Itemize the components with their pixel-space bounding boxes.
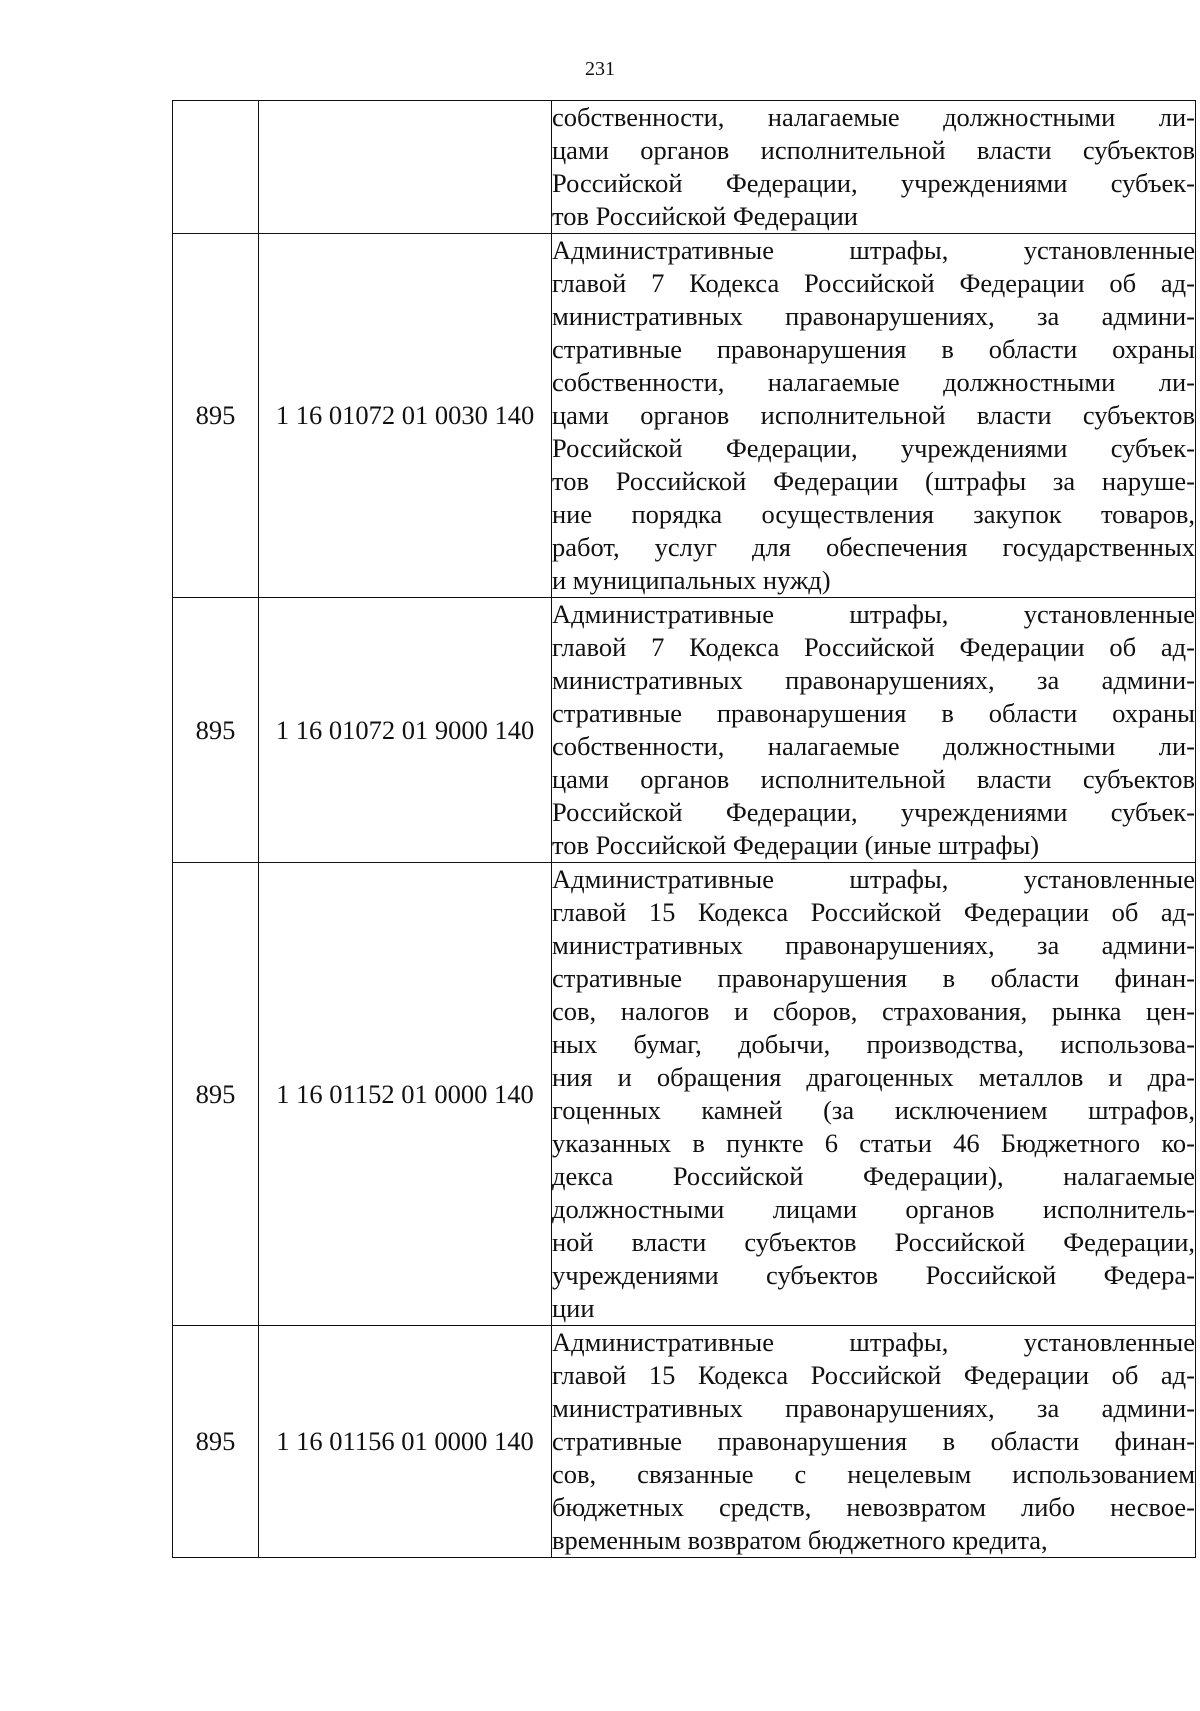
admin-code-cell: 895	[173, 1326, 259, 1558]
description-line: ния и обращения драгоценных металлов и дра-	[552, 1062, 1195, 1092]
budget-classification-table	[172, 100, 1196, 1558]
table-row	[173, 101, 1196, 234]
description-line: цами органов исполнительной власти субъектов	[552, 764, 1195, 794]
description-line: Административные штрафы, установленные	[552, 864, 1195, 894]
description-line: министративных правонарушениях, за админи-	[552, 665, 1195, 695]
table-row	[173, 234, 1196, 598]
description-cell	[552, 101, 1196, 234]
description-line: сов, связанные с нецелевым использованием	[552, 1459, 1195, 1489]
description-line: временным возвратом бюджетного кредита,	[552, 1525, 1048, 1555]
description-line: гоценных камней (за исключением штрафов,	[552, 1095, 1195, 1125]
description-line: должностными лицами органов исполнитель-	[552, 1194, 1195, 1224]
page-number: 231	[585, 58, 615, 80]
description-line: Российской Федерации, учреждениями субъек-	[552, 433, 1195, 463]
description-line: указанных в пункте 6 статьи 46 Бюджетного ко-	[552, 1128, 1195, 1158]
description-line: ние порядка осуществления закупок товаров,	[552, 499, 1195, 529]
description-line: Российской Федерации, учреждениями субъек-	[552, 168, 1195, 198]
description-cell	[552, 234, 1196, 598]
description-line: Административные штрафы, установленные	[552, 235, 1195, 265]
description-line: главой 15 Кодекса Российской Федерации об ад-	[552, 1360, 1195, 1390]
description-line: собственности, налагаемые должностными ли-	[552, 367, 1195, 397]
description-line: стративные правонарушения в области охраны	[552, 698, 1195, 728]
description-cell	[552, 863, 1196, 1326]
budget-code-cell: 1 16 01152 01 0000 140	[259, 863, 552, 1326]
description-line: главой 7 Кодекса Российской Федерации об ад-	[552, 632, 1195, 662]
description-line: ной власти субъектов Российской Федерации,	[552, 1227, 1195, 1257]
description-line: тов Российской Федерации (иные штрафы)	[552, 830, 1040, 860]
table-row	[173, 863, 1196, 1326]
description-line: работ, услуг для обеспечения государственных	[552, 532, 1195, 562]
description-line: декса Российской Федерации), налагаемые	[552, 1161, 1195, 1191]
description-line: тов Российской Федерации	[552, 201, 858, 231]
description-line: цами органов исполнительной власти субъектов	[552, 135, 1195, 165]
budget-code-cell: 1 16 01072 01 0030 140	[259, 234, 552, 598]
description-line: учреждениями субъектов Российской Федера-	[552, 1260, 1195, 1290]
description-line: Административные штрафы, установленные	[552, 599, 1195, 629]
description-line: министративных правонарушениях, за админи-	[552, 930, 1195, 960]
description-line: собственности, налагаемые должностными ли-	[552, 731, 1195, 761]
description-line: собственности, налагаемые должностными ли-	[552, 102, 1195, 132]
budget-code-cell: 1 16 01072 01 9000 140	[259, 598, 552, 863]
description-line: министративных правонарушениях, за админи-	[552, 301, 1195, 331]
description-line: стративные правонарушения в области охраны	[552, 334, 1195, 364]
description-line: министративных правонарушениях, за админи-	[552, 1393, 1195, 1423]
table-row	[173, 598, 1196, 863]
table-body	[173, 101, 1196, 1558]
description-cell	[552, 1326, 1196, 1558]
description-line: и муниципальных нужд)	[552, 565, 831, 595]
description-line: Российской Федерации, учреждениями субъек-	[552, 797, 1195, 827]
description-line: стративные правонарушения в области финан-	[552, 1426, 1195, 1456]
description-line: главой 15 Кодекса Российской Федерации об ад-	[552, 897, 1195, 927]
admin-code-cell: 895	[173, 863, 259, 1326]
description-line: сов, налогов и сборов, страхования, рынка цен-	[552, 996, 1195, 1026]
description-line: цами органов исполнительной власти субъектов	[552, 400, 1195, 430]
budget-code-cell	[259, 101, 552, 234]
description-line: тов Российской Федерации (штрафы за наруше-	[552, 466, 1195, 496]
budget-code-cell: 1 16 01156 01 0000 140	[259, 1326, 552, 1558]
description-line: ции	[552, 1293, 595, 1323]
description-line: стративные правонарушения в области финан-	[552, 963, 1195, 993]
description-cell	[552, 598, 1196, 863]
admin-code-cell: 895	[173, 234, 259, 598]
description-line: ных бумаг, добычи, производства, использова-	[552, 1029, 1195, 1059]
admin-code-cell: 895	[173, 598, 259, 863]
description-line: главой 7 Кодекса Российской Федерации об ад-	[552, 268, 1195, 298]
description-line: Административные штрафы, установленные	[552, 1327, 1195, 1357]
table-row	[173, 1326, 1196, 1558]
description-line: бюджетных средств, невозвратом либо несвое-	[552, 1492, 1195, 1522]
admin-code-cell	[173, 101, 259, 234]
